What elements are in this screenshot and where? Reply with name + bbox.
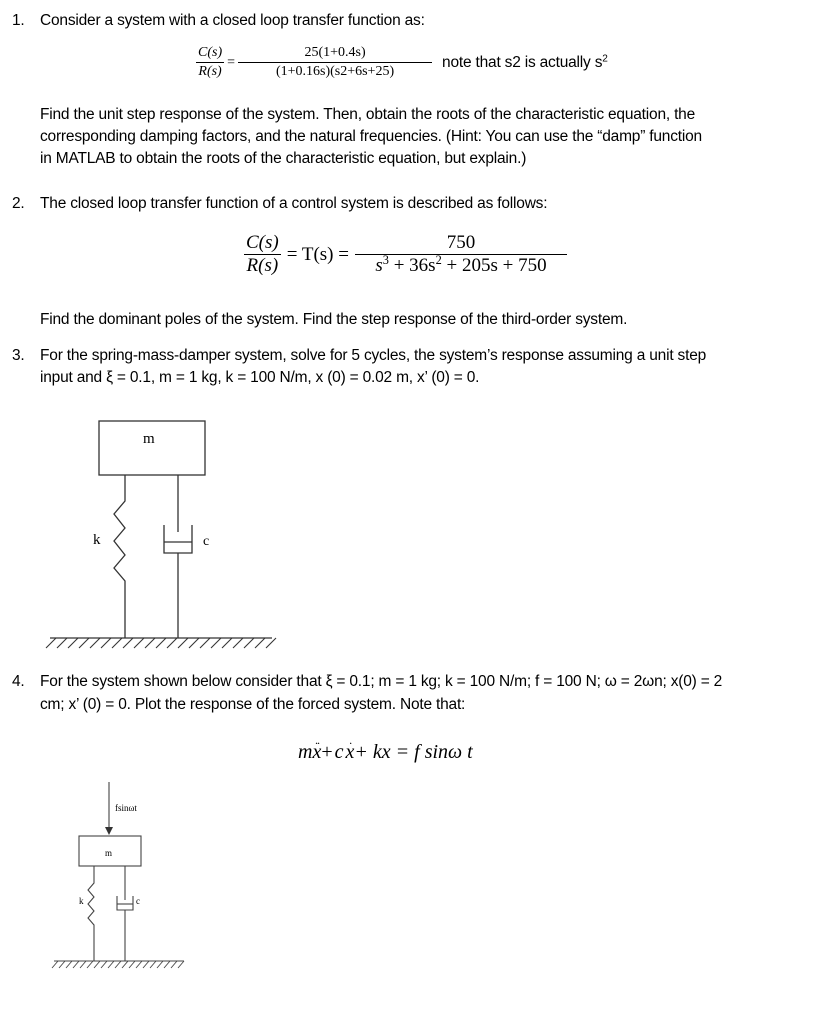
- spring-mass-damper-diagram-icon: [40, 415, 290, 650]
- eq2-rhs-denominator: [373, 255, 548, 277]
- figure-1-mass-label: m: [143, 431, 155, 447]
- question-4-number: 4.: [12, 673, 25, 690]
- question-2-number: 2.: [12, 195, 25, 212]
- eq2-den-rest: + 205s + 750: [441, 255, 547, 276]
- question-4-line-2: cm; x’ (0) = 0. Plot the response of the forced system. Note that:: [40, 696, 466, 713]
- eq1-lhs-denominator: R(s): [198, 64, 222, 79]
- eq1-rhs-fraction: [238, 44, 432, 81]
- eq2-lhs-numerator: C(s): [246, 232, 279, 253]
- eq1-note-sup: 2: [602, 52, 608, 64]
- figure-1-spring-label: k: [93, 532, 101, 548]
- eq2-middle: = T(s) =: [286, 243, 349, 265]
- eq4-m: m: [298, 741, 313, 763]
- figure-2-force-label: fsinωt: [115, 803, 137, 813]
- eq4-x-ddot: ·· x: [312, 739, 321, 765]
- question-1-equation: [196, 44, 608, 81]
- question-3-line-2: input and ξ = 0.1, m = 1 kg, k = 100 N/m, x (0) = 0.02 m, x’ (0) = 0.: [40, 369, 480, 386]
- spring-mass-damper-figure: [40, 415, 290, 650]
- eq4-c: c: [334, 741, 344, 763]
- figure-2-spring-label: k: [79, 896, 84, 906]
- eq2-den-s3: s: [375, 255, 383, 276]
- question-1-body-line-3: in MATLAB to obtain the roots of the characteristic equation, but explain.): [40, 150, 527, 167]
- eq1-note-text: note that s2 is actually s: [442, 53, 603, 71]
- eq2-den-36s2: + 36s: [388, 255, 436, 276]
- eq4-plus: +: [321, 741, 333, 763]
- eq4-x-dot: · x: [346, 739, 355, 765]
- question-1-number: 1.: [12, 12, 25, 29]
- eq2-den-sup2: 2: [435, 253, 442, 268]
- eq2-rhs-numerator: 750: [355, 232, 567, 255]
- question-4-equation: [298, 739, 473, 765]
- question-1-intro: Consider a system with a closed loop transfer function as:: [40, 12, 425, 29]
- question-1-body-line-1: Find the unit step response of the system. Then, obtain the roots of the characteristic equation, the: [40, 106, 696, 123]
- question-2-equation: [244, 232, 567, 277]
- eq1-equals: =: [227, 54, 236, 70]
- question-2-intro: The closed loop transfer function of a control system is described as follows:: [40, 195, 548, 212]
- eq4-rest: + kx = f sinω t: [354, 741, 473, 763]
- eq1-rhs-numerator: 25(1+0.4s): [238, 44, 432, 63]
- eq2-lhs-fraction: [244, 232, 281, 277]
- figure-2-mass-label: m: [105, 848, 113, 858]
- eq1-lhs-fraction: [196, 44, 224, 81]
- eq1-lhs-numerator: C(s): [196, 44, 224, 63]
- eq2-lhs-denominator: R(s): [246, 255, 279, 276]
- figure-2-damper-label: c: [136, 896, 140, 906]
- question-2-body: Find the dominant poles of the system. Find the step response of the third-order system.: [40, 311, 628, 328]
- figure-1-damper-label: c: [203, 534, 210, 549]
- eq2-den-sup3: 3: [382, 253, 389, 268]
- eq1-rhs-denominator: (1+0.16s)(s2+6s+25): [275, 64, 395, 79]
- question-4-line-1: For the system shown below consider that ξ = 0.1; m = 1 kg; k = 100 N/m; f = 100 N; ω = 2ωn; x(0) = 2: [40, 673, 723, 690]
- eq2-rhs-fraction: [355, 232, 567, 277]
- question-3-line-1: For the spring-mass-damper system, solve for 5 cycles, the system’s response assuming a unit step: [40, 347, 707, 364]
- question-3-number: 3.: [12, 347, 25, 364]
- forced-system-figure: [44, 780, 194, 975]
- eq1-note: [442, 52, 608, 74]
- question-1-body-line-2: corresponding damping factors, and the natural frequencies. (Hint: You can use the “damp” function: [40, 128, 702, 145]
